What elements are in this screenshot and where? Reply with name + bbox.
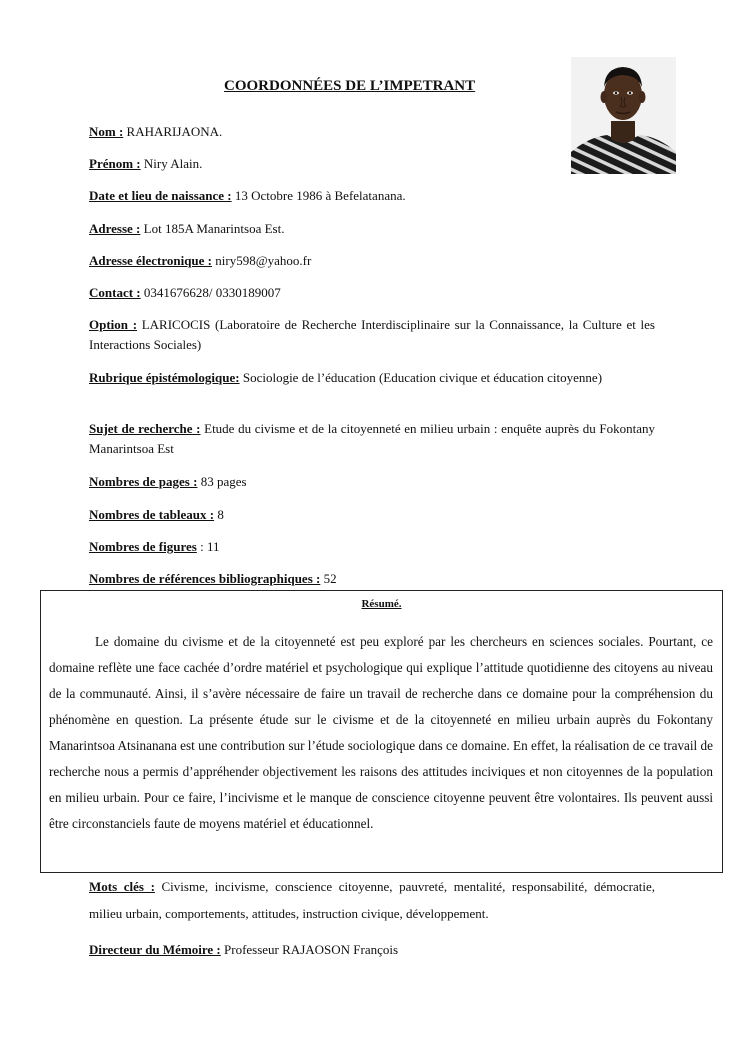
field-rubrique: Rubrique épistémologique: Sociologie de l’éducation (Education civique et éducation citoyenne) (89, 370, 603, 385)
resume-text: Le domaine du civisme et de la citoyenneté est peu exploré par les chercheurs en sciences sociales. Pourtant, ce domaine reflète une face cachée d’ordre matériel et psychologique qui explique l’attitude quotidienne des citoyens au niveau de la communauté. Ainsi, il s’avère nécessaire de faire un travail de recherche dans ce domaine pour la compréhension du phénomène en question. La présente étude sur le civisme et de la citoyenneté en milieu urbain auprès du Fokontany Manarintsoa Atsinanana est une contribution sur l’étude sociologique dans ce domaine. En effet, la réalisation de ce travail de recherche nous a permis d’appréhender objectivement les raisons des attitudes inciviques et non citoyennes de la population en milieu urbain. Pour ce faire, l’incivisme et le manque de conscience citoyenne peuvent être volontaires. Ils peuvent aussi être circonstanciels faute de moyens matériel et éducationnel. (49, 634, 713, 831)
field-pages: Nombres de pages : 83 pages (89, 474, 247, 489)
page-title: COORDONNÉES DE L’IMPETRANT (224, 78, 476, 94)
field-prenom: Prénom : Niry Alain. (89, 156, 203, 171)
field-nom: Nom : RAHARIJAONA. (89, 124, 223, 139)
field-references: Nombres de références bibliographiques : 52 (89, 571, 337, 586)
field-directeur: Directeur du Mémoire : Professeur RAJAOSON François (89, 942, 399, 957)
field-option: Option : LARICOCIS (Laboratoire de Recherche Interdisciplinaire sur la Connaissance, la Culture et les Interactions Sociales) (89, 317, 655, 352)
field-mots-cles: Mots clés : Civisme, incivisme, conscience citoyenne, pauvreté, mentalité, responsabilité, démocratie, milieu urbain, comportements, attitudes, instruction civique, développement. (89, 879, 655, 921)
field-contact: Contact : 0341676628/ 0330189007 (89, 285, 281, 300)
field-figures: Nombres de figures : 11 (89, 539, 220, 554)
resume-box (40, 590, 723, 873)
field-email: Adresse électronique : niry598@yahoo.fr (89, 253, 312, 268)
field-sujet: Sujet de recherche : Etude du civisme et de la citoyenneté en milieu urbain : enquête auprès du Fokontany Manarintsoa Est (89, 421, 655, 456)
field-naissance: Date et lieu de naissance : 13 Octobre 1986 à Befelatanana. (89, 188, 406, 203)
field-tableaux: Nombres de tableaux : 8 (89, 507, 224, 522)
field-adresse: Adresse : Lot 185A Manarintsoa Est. (89, 221, 285, 236)
resume-title: Résumé. (361, 598, 402, 610)
